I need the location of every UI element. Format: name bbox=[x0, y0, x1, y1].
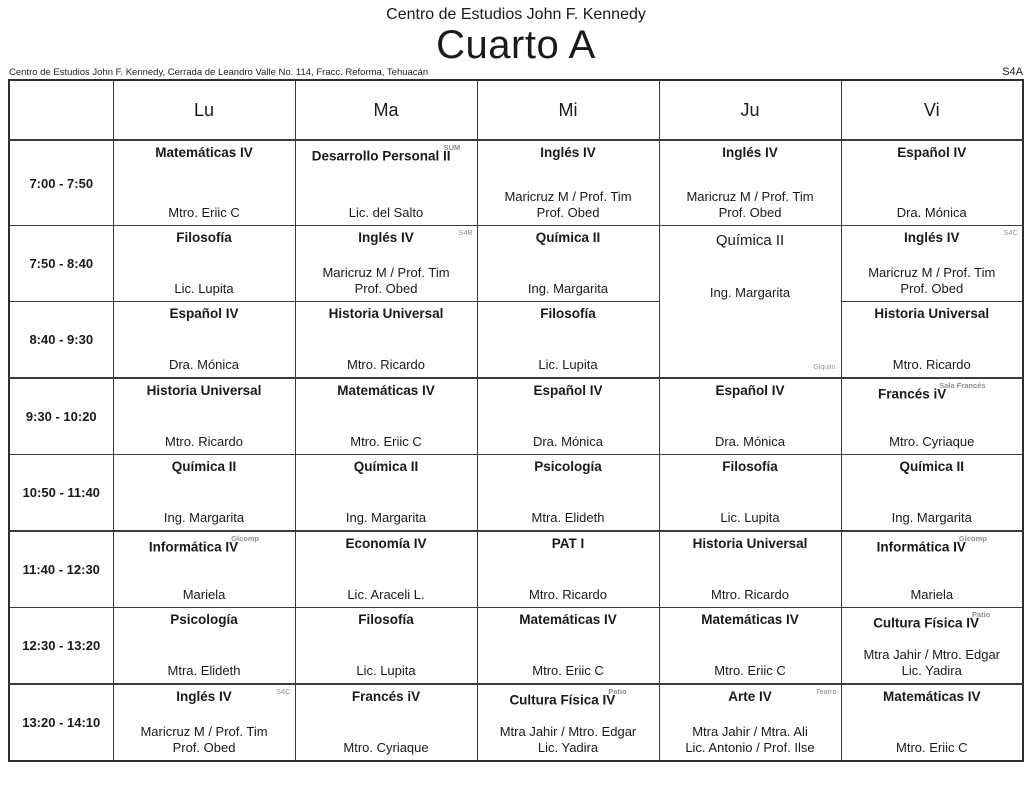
subject-label bbox=[298, 144, 475, 165]
class-cell-content bbox=[842, 455, 1023, 530]
room-annotation: Glcomp bbox=[231, 534, 260, 543]
class-cell-content bbox=[660, 455, 841, 530]
teacher-name: Lic. Lupita bbox=[356, 663, 416, 678]
subject-label bbox=[116, 144, 293, 161]
class-cell-content bbox=[296, 141, 477, 225]
subject-label bbox=[480, 229, 657, 246]
class-cell-content bbox=[296, 302, 477, 377]
day-header-Mi: Mi bbox=[477, 80, 659, 140]
teacher-lines bbox=[298, 357, 475, 373]
subject-text: Filosofía bbox=[176, 230, 232, 245]
subject-label bbox=[298, 688, 475, 705]
teacher-lines bbox=[480, 357, 657, 373]
subject-text: Química II bbox=[353, 459, 419, 474]
teacher-name: Dra. Mónica bbox=[532, 434, 604, 449]
teacher-name: Prof. Obed bbox=[172, 740, 236, 755]
teacher-lines bbox=[844, 510, 1021, 526]
teacher-lines bbox=[480, 281, 657, 297]
subject-text: Química II bbox=[715, 232, 785, 249]
teacher-name: Ing. Margarita bbox=[163, 510, 245, 525]
class-cell-Lu-r4 bbox=[113, 378, 295, 455]
teacher-name: Mtro. Ricardo bbox=[164, 434, 244, 449]
subject-label bbox=[116, 382, 293, 399]
class-cell-Mi-r4 bbox=[477, 378, 659, 455]
class-cell-content bbox=[296, 608, 477, 683]
schedule-row bbox=[9, 378, 1023, 455]
class-cell-Ma-r3 bbox=[295, 302, 477, 379]
subject-text: Psicología bbox=[534, 459, 602, 474]
class-cell-content bbox=[842, 226, 1023, 301]
subject-text: Arte IV bbox=[728, 689, 772, 704]
class-cell-Ma-r6 bbox=[295, 531, 477, 608]
room-annotation: Patio bbox=[971, 610, 991, 619]
class-cell-content bbox=[114, 685, 295, 760]
teacher-lines bbox=[116, 587, 293, 603]
class-cell-content bbox=[842, 141, 1023, 225]
subject-text: Historia Universal bbox=[692, 536, 808, 551]
schedule-row bbox=[9, 531, 1023, 608]
subject-label bbox=[662, 144, 839, 161]
room-annotation: S4C bbox=[1003, 228, 1018, 237]
day-header-Ma: Ma bbox=[295, 80, 477, 140]
class-cell-content bbox=[114, 379, 295, 454]
subject-label bbox=[116, 458, 293, 475]
teacher-name: Mtro. Ricardo bbox=[710, 587, 790, 602]
subject-text: Economía IV bbox=[345, 536, 427, 551]
subject-text: Español IV bbox=[533, 383, 603, 398]
class-cell-content bbox=[478, 302, 659, 377]
teacher-name: Mtro. Ricardo bbox=[892, 357, 971, 372]
class-cell-content bbox=[660, 379, 841, 454]
class-cell-content bbox=[842, 608, 1023, 683]
subject-text: Informática IV bbox=[876, 539, 966, 555]
class-cell-content bbox=[842, 379, 1023, 454]
subject-text: Francés iV bbox=[351, 689, 421, 704]
class-cell-content bbox=[660, 608, 841, 683]
teacher-name: Ing. Margarita bbox=[527, 281, 609, 296]
schedule-table bbox=[8, 79, 1024, 762]
teacher-lines bbox=[298, 265, 475, 297]
class-cell-content bbox=[478, 532, 659, 607]
subject-text: Cultura Física IV bbox=[509, 692, 616, 708]
class-cell-Mi-r6 bbox=[477, 531, 659, 608]
teacher-name: Maricruz M / Prof. Tim bbox=[868, 265, 996, 280]
teacher-lines bbox=[116, 434, 293, 450]
class-cell-Vi-r7 bbox=[841, 608, 1023, 685]
teacher-name: Mtro. Ricardo bbox=[528, 587, 608, 602]
class-cell-content bbox=[842, 532, 1023, 607]
day-header-Vi: Vi bbox=[841, 80, 1023, 140]
class-cell-Ju-r6 bbox=[659, 531, 841, 608]
subject-label bbox=[116, 688, 293, 705]
page-title: Cuarto A bbox=[436, 23, 596, 67]
teacher-lines bbox=[480, 510, 657, 526]
subject-text: Matemáticas IV bbox=[337, 383, 435, 398]
teacher-lines bbox=[480, 587, 657, 603]
subject-label bbox=[844, 305, 1021, 322]
time-label: 13:20 - 14:10 bbox=[9, 684, 113, 761]
subject-text: Química II bbox=[899, 459, 965, 474]
teacher-name: Lic. Lupita bbox=[720, 510, 780, 525]
subject-text: Inglés IV bbox=[540, 145, 596, 160]
teacher-lines bbox=[298, 510, 475, 526]
schedule-row bbox=[9, 455, 1023, 532]
class-cell-content bbox=[478, 685, 659, 760]
teacher-lines bbox=[298, 587, 475, 603]
class-cell-Ma-r2 bbox=[295, 226, 477, 302]
class-cell-content bbox=[296, 685, 477, 760]
subheader bbox=[9, 66, 1023, 78]
class-cell-Lu-r6 bbox=[113, 531, 295, 608]
teacher-lines bbox=[662, 587, 839, 603]
subject-label bbox=[480, 458, 657, 475]
teacher-lines bbox=[116, 357, 293, 373]
teacher-lines bbox=[480, 434, 657, 450]
teacher-name: Mtra Jahir / Mtra. Ali bbox=[692, 724, 808, 739]
teacher-lines bbox=[662, 663, 839, 679]
class-cell-Ju-r8 bbox=[659, 684, 841, 761]
teacher-name: Ing. Margarita bbox=[345, 510, 427, 525]
subject-text: Inglés IV bbox=[176, 689, 232, 704]
subject-text: Español IV bbox=[169, 306, 239, 321]
subject-text: Filosofía bbox=[540, 306, 596, 321]
subject-label bbox=[844, 688, 1021, 705]
room-annotation: Sala Francés bbox=[939, 381, 986, 390]
time-label: 12:30 - 13:20 bbox=[9, 608, 113, 685]
class-cell-content bbox=[114, 608, 295, 683]
class-cell-Vi-r4 bbox=[841, 378, 1023, 455]
class-cell-Vi-r6 bbox=[841, 531, 1023, 608]
teacher-name: Dra. Mónica bbox=[168, 357, 240, 372]
teacher-name: Mariela bbox=[910, 587, 954, 602]
day-header-Lu: Lu bbox=[113, 80, 295, 140]
schedule-row bbox=[9, 226, 1023, 302]
room-annotation: Glquim bbox=[813, 364, 836, 371]
class-cell-content bbox=[478, 226, 659, 301]
subject-text: Desarrollo Personal II bbox=[311, 148, 451, 164]
subject-text: Francés iV bbox=[877, 386, 947, 402]
subject-text: PAT I bbox=[551, 536, 585, 551]
teacher-lines bbox=[662, 510, 839, 526]
teacher-name: Mariela bbox=[182, 587, 226, 602]
class-cell-content bbox=[114, 532, 295, 607]
address-line: Centro de Estudios John F. Kennedy, Cerrada de Leandro Valle No. 114, Fracc. Reforma, Tehuacán bbox=[9, 67, 429, 78]
class-cell-content bbox=[114, 302, 295, 377]
subject-label bbox=[298, 305, 475, 322]
subject-label bbox=[662, 611, 839, 628]
teacher-lines bbox=[298, 663, 475, 679]
teacher-lines bbox=[116, 510, 293, 526]
subject-label bbox=[480, 688, 657, 709]
class-cell-content bbox=[842, 685, 1023, 760]
subject-label bbox=[480, 611, 657, 628]
subject-text: Inglés IV bbox=[903, 230, 960, 245]
schedule-row bbox=[9, 684, 1023, 761]
class-cell-Lu-r7 bbox=[113, 608, 295, 685]
teacher-name: Mtro. Eriic C bbox=[350, 434, 422, 449]
class-cell-content bbox=[296, 532, 477, 607]
subject-text: Matemáticas IV bbox=[882, 689, 981, 704]
subject-text: Español IV bbox=[897, 145, 967, 160]
class-cell-Mi-r1 bbox=[477, 140, 659, 226]
subject-label bbox=[844, 535, 1021, 556]
teacher-lines bbox=[116, 281, 293, 297]
teacher-name: Lic. Antonio / Prof. Ilse bbox=[685, 740, 815, 755]
subject-label bbox=[844, 382, 1021, 403]
subject-label bbox=[480, 305, 657, 322]
schedule-row bbox=[9, 608, 1023, 685]
teacher-lines bbox=[844, 434, 1021, 450]
group-code: S4A bbox=[1002, 66, 1023, 78]
subject-text: Filosofía bbox=[358, 612, 414, 627]
class-cell-content bbox=[296, 455, 477, 530]
subject-label bbox=[298, 458, 475, 475]
subject-text: Matemáticas IV bbox=[155, 145, 253, 160]
class-cell-content bbox=[660, 532, 841, 607]
subject-label bbox=[844, 611, 1021, 632]
class-cell-Lu-r2 bbox=[113, 226, 295, 302]
time-label: 7:00 - 7:50 bbox=[9, 140, 113, 226]
day-header-row bbox=[9, 80, 1023, 140]
subject-text: Matemáticas IV bbox=[701, 612, 799, 627]
teacher-lines bbox=[480, 189, 657, 221]
class-cell-Mi-r2 bbox=[477, 226, 659, 302]
teacher-name: Mtro. Eriic C bbox=[896, 740, 968, 755]
teacher-name: Lic. Yadira bbox=[537, 740, 599, 755]
subject-text: Historia Universal bbox=[146, 383, 262, 398]
teacher-lines bbox=[480, 724, 657, 756]
subject-label bbox=[480, 535, 657, 552]
class-cell-Ju-r7 bbox=[659, 608, 841, 685]
teacher-lines bbox=[116, 205, 293, 221]
room-annotation: Glcomp bbox=[958, 534, 987, 543]
teacher-name: Dra. Mónica bbox=[896, 205, 967, 220]
subject-text: Matemáticas IV bbox=[519, 612, 617, 627]
class-cell-content bbox=[478, 141, 659, 225]
class-cell-content bbox=[842, 302, 1023, 377]
teacher-name: Maricruz M / Prof. Tim bbox=[504, 189, 632, 204]
class-cell-content bbox=[660, 141, 841, 225]
subject-label bbox=[116, 611, 293, 628]
subject-label bbox=[116, 305, 293, 322]
time-label: 11:40 - 12:30 bbox=[9, 531, 113, 608]
subject-text: Historia Universal bbox=[328, 306, 444, 321]
class-cell-Mi-r7 bbox=[477, 608, 659, 685]
teacher-name: Mtro. Eriic C bbox=[168, 205, 240, 220]
teacher-lines bbox=[662, 285, 839, 301]
teacher-name: Lic. Lupita bbox=[174, 281, 234, 296]
subject-text: Inglés IV bbox=[358, 230, 414, 245]
class-cell-Ju-r5 bbox=[659, 455, 841, 532]
subject-label bbox=[844, 458, 1021, 475]
subject-label bbox=[298, 535, 475, 552]
schedule-row bbox=[9, 140, 1023, 226]
day-header-Ju: Ju bbox=[659, 80, 841, 140]
class-cell-Lu-r1 bbox=[113, 140, 295, 226]
class-cell-Ma-r1 bbox=[295, 140, 477, 226]
subject-label bbox=[662, 688, 839, 705]
class-cell-Lu-r8 bbox=[113, 684, 295, 761]
class-cell-Vi-r8 bbox=[841, 684, 1023, 761]
subject-label bbox=[844, 229, 1021, 246]
subject-text: Cultura Física IV bbox=[873, 615, 979, 631]
teacher-lines bbox=[662, 434, 839, 450]
subject-label bbox=[298, 382, 475, 399]
teacher-name: Lic. Araceli L. bbox=[347, 587, 425, 602]
class-cell-content bbox=[114, 455, 295, 530]
teacher-name: Mtro. Cyriaque bbox=[343, 740, 429, 755]
room-annotation: SUM bbox=[443, 143, 461, 152]
subject-text: Química II bbox=[535, 230, 601, 245]
teacher-name: Mtro. Cyriaque bbox=[889, 434, 975, 449]
subject-label bbox=[480, 144, 657, 161]
class-cell-Ma-r5 bbox=[295, 455, 477, 532]
school-name: Centro de Estudios John F. Kennedy bbox=[386, 6, 646, 23]
class-cell-Ju-r2 bbox=[659, 226, 841, 379]
teacher-name: Mtra. Elideth bbox=[167, 663, 241, 678]
class-cell-content bbox=[296, 226, 477, 301]
teacher-lines bbox=[844, 740, 1021, 756]
time-label: 7:50 - 8:40 bbox=[9, 226, 113, 302]
teacher-lines bbox=[844, 205, 1021, 221]
teacher-name: Mtra. Elideth bbox=[531, 510, 605, 525]
teacher-lines bbox=[116, 724, 293, 756]
teacher-lines bbox=[116, 663, 293, 679]
subject-text: Informática IV bbox=[148, 539, 239, 555]
subject-text: Filosofía bbox=[722, 459, 778, 474]
class-cell-Vi-r5 bbox=[841, 455, 1023, 532]
class-cell-Vi-r2 bbox=[841, 226, 1023, 302]
class-cell-Ma-r8 bbox=[295, 684, 477, 761]
class-cell-content bbox=[660, 685, 841, 760]
corner-cell bbox=[9, 80, 113, 140]
class-cell-Vi-r3 bbox=[841, 302, 1023, 379]
teacher-lines bbox=[298, 205, 475, 221]
time-label: 9:30 - 10:20 bbox=[9, 378, 113, 455]
class-cell-content bbox=[114, 141, 295, 225]
subject-text: Inglés IV bbox=[722, 145, 778, 160]
teacher-name: Mtra Jahir / Mtro. Edgar bbox=[499, 724, 637, 739]
subject-text: Español IV bbox=[715, 383, 785, 398]
subject-label bbox=[662, 535, 839, 552]
subject-label bbox=[116, 229, 293, 246]
subject-label bbox=[662, 232, 839, 249]
teacher-name: Lic. del Salto bbox=[348, 205, 424, 220]
room-annotation: Patio bbox=[608, 687, 627, 696]
class-cell-Mi-r8 bbox=[477, 684, 659, 761]
class-cell-Ju-r4 bbox=[659, 378, 841, 455]
teacher-lines bbox=[844, 647, 1021, 679]
subject-label bbox=[116, 535, 293, 556]
class-cell-content bbox=[114, 226, 295, 301]
teacher-name: Mtro. Ricardo bbox=[346, 357, 426, 372]
subject-text: Psicología bbox=[170, 612, 238, 627]
teacher-lines bbox=[298, 740, 475, 756]
teacher-name: Mtro. Eriic C bbox=[714, 663, 786, 678]
subject-text: Química II bbox=[171, 459, 237, 474]
teacher-lines bbox=[298, 434, 475, 450]
teacher-lines bbox=[844, 587, 1021, 603]
subject-label bbox=[298, 229, 475, 246]
subject-label bbox=[298, 611, 475, 628]
subject-label bbox=[480, 382, 657, 399]
schedule-row bbox=[9, 302, 1023, 379]
teacher-lines bbox=[662, 189, 839, 221]
class-cell-content bbox=[478, 608, 659, 683]
subject-text: Historia Universal bbox=[874, 306, 990, 321]
teacher-name: Dra. Mónica bbox=[714, 434, 786, 449]
class-cell-Lu-r3 bbox=[113, 302, 295, 379]
class-cell-content bbox=[478, 379, 659, 454]
class-cell-content bbox=[296, 379, 477, 454]
class-cell-Mi-r3 bbox=[477, 302, 659, 379]
class-cell-content bbox=[660, 226, 841, 374]
class-cell-Lu-r5 bbox=[113, 455, 295, 532]
teacher-name: Mtro. Eriic C bbox=[532, 663, 604, 678]
teacher-lines bbox=[844, 265, 1021, 297]
teacher-name: Prof. Obed bbox=[900, 281, 964, 296]
teacher-lines bbox=[662, 724, 839, 756]
time-label: 8:40 - 9:30 bbox=[9, 302, 113, 379]
teacher-name: Lic. Yadira bbox=[901, 663, 962, 678]
teacher-name: Maricruz M / Prof. Tim bbox=[140, 724, 268, 739]
subject-label bbox=[844, 144, 1021, 161]
teacher-name: Mtra Jahir / Mtro. Edgar bbox=[863, 647, 1001, 662]
teacher-lines bbox=[844, 357, 1021, 373]
teacher-name: Prof. Obed bbox=[536, 205, 600, 220]
teacher-name: Maricruz M / Prof. Tim bbox=[686, 189, 814, 204]
class-cell-Ma-r4 bbox=[295, 378, 477, 455]
teacher-name: Maricruz M / Prof. Tim bbox=[322, 265, 450, 280]
teacher-name: Prof. Obed bbox=[718, 205, 782, 220]
room-annotation: Teatro bbox=[815, 687, 837, 696]
class-cell-Mi-r5 bbox=[477, 455, 659, 532]
teacher-name: Ing. Margarita bbox=[891, 510, 972, 525]
teacher-name: Prof. Obed bbox=[354, 281, 418, 296]
teacher-lines bbox=[480, 663, 657, 679]
teacher-name: Ing. Margarita bbox=[709, 285, 791, 300]
class-cell-Ma-r7 bbox=[295, 608, 477, 685]
class-cell-Ju-r1 bbox=[659, 140, 841, 226]
room-annotation: S4C bbox=[275, 687, 291, 696]
subject-label bbox=[662, 382, 839, 399]
subject-label bbox=[662, 458, 839, 475]
time-label: 10:50 - 11:40 bbox=[9, 455, 113, 532]
class-cell-content bbox=[478, 455, 659, 530]
room-annotation: S4B bbox=[458, 228, 473, 237]
class-cell-Vi-r1 bbox=[841, 140, 1023, 226]
teacher-name: Lic. Lupita bbox=[538, 357, 598, 372]
